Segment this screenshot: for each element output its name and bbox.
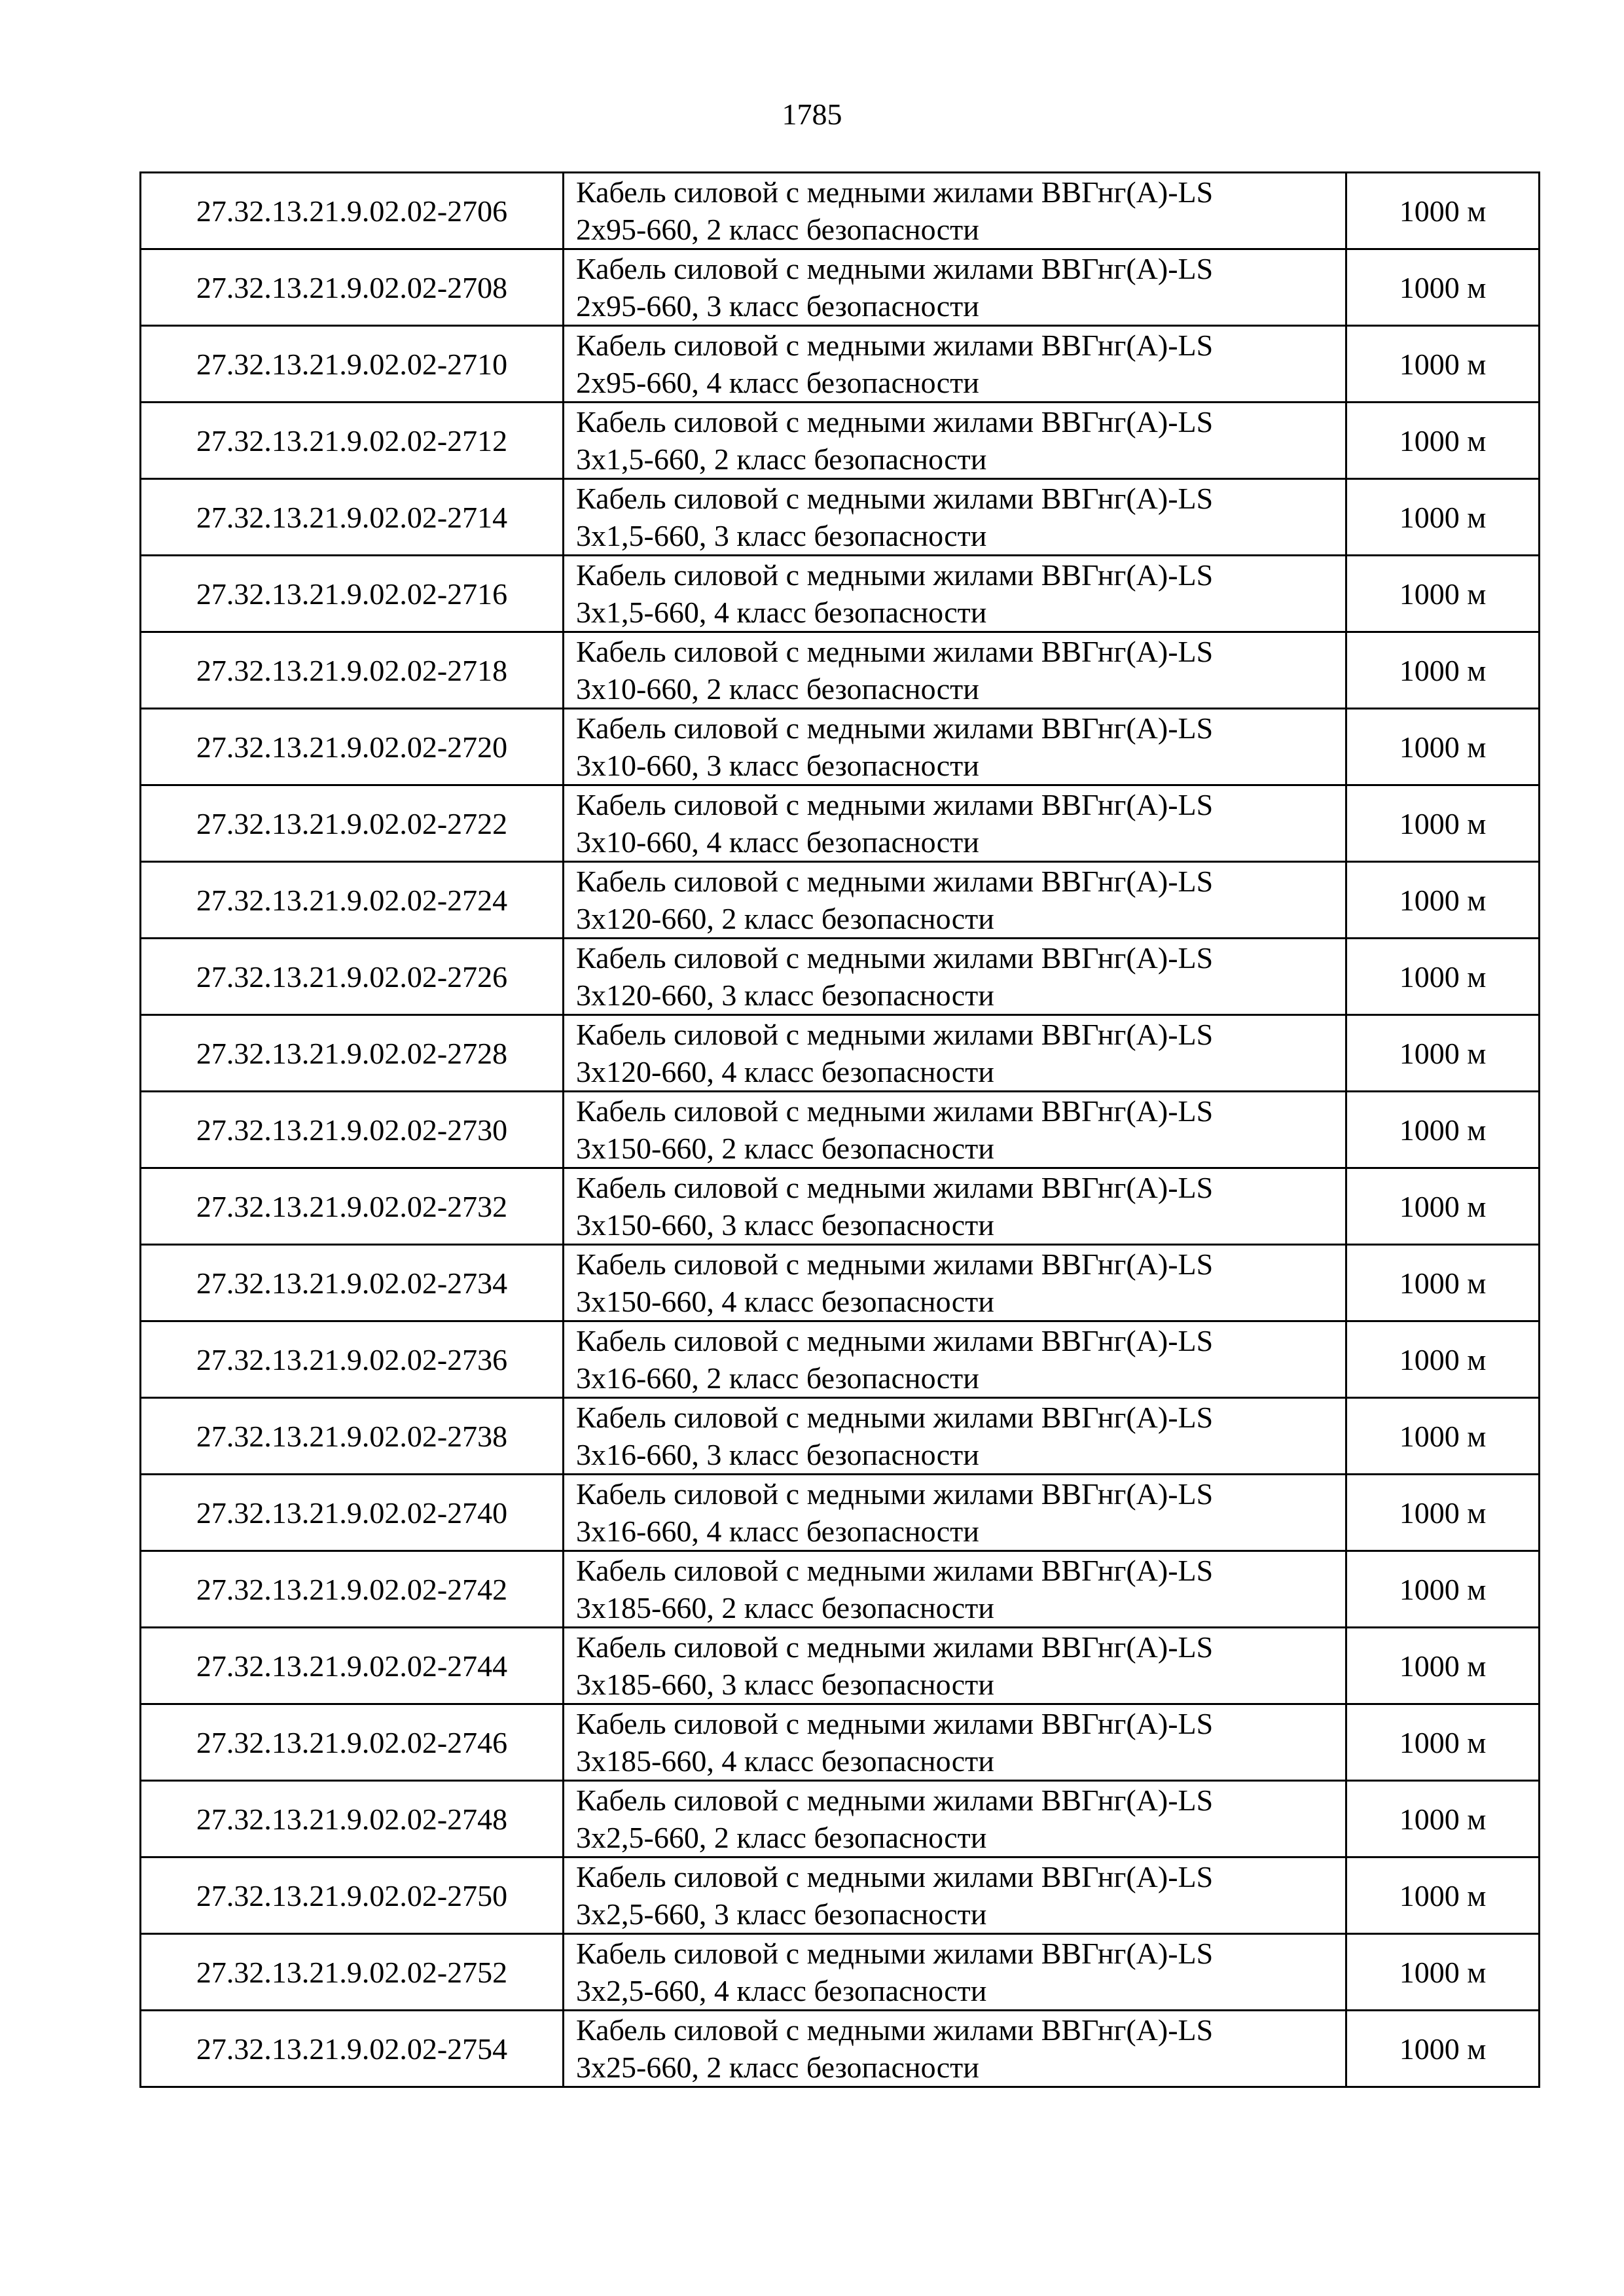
resource-code-cell: 27.32.13.21.9.02.02-2754 <box>141 2011 564 2087</box>
description-line-2: 2х95-660, 4 класс безопасности <box>576 366 979 399</box>
resource-description-cell <box>564 173 1346 249</box>
resource-description-cell <box>564 632 1346 709</box>
unit-cell: 1000 м <box>1346 1551 1540 1628</box>
table-row <box>141 1551 1540 1628</box>
description-line-1: Кабель силовой с медными жилами ВВГнг(А)-LS <box>576 175 1214 209</box>
description-line-2: 3х10-660, 2 класс безопасности <box>576 672 979 706</box>
table-row <box>141 939 1540 1015</box>
description-line-1: Кабель силовой с медными жилами ВВГнг(А)-LS <box>576 329 1214 362</box>
description-line-2: 3х185-660, 4 класс безопасности <box>576 1744 994 1778</box>
unit-cell: 1000 м <box>1346 939 1540 1015</box>
description-line-2: 3х2,5-660, 4 класс безопасности <box>576 1974 987 2007</box>
description-line-2: 3х150-660, 4 класс безопасности <box>576 1285 994 1318</box>
resource-description-cell <box>564 1628 1346 1704</box>
description-line-2: 3х16-660, 2 класс безопасности <box>576 1361 979 1395</box>
resource-code-cell: 27.32.13.21.9.02.02-2718 <box>141 632 564 709</box>
table-row <box>141 1092 1540 1168</box>
resource-description-cell <box>564 1781 1346 1857</box>
unit-cell: 1000 м <box>1346 556 1540 632</box>
resource-code-cell: 27.32.13.21.9.02.02-2752 <box>141 1934 564 2011</box>
description-line-2: 3х10-660, 4 класс безопасности <box>576 825 979 859</box>
description-line-2: 3х120-660, 4 класс безопасности <box>576 1055 994 1088</box>
resource-description-cell <box>564 709 1346 785</box>
table-row <box>141 403 1540 479</box>
resource-code-cell: 27.32.13.21.9.02.02-2734 <box>141 1245 564 1321</box>
resource-code-cell: 27.32.13.21.9.02.02-2712 <box>141 403 564 479</box>
description-line-1: Кабель силовой с медными жилами ВВГнг(А)-LS <box>576 252 1214 285</box>
unit-cell: 1000 м <box>1346 862 1540 939</box>
description-line-1: Кабель силовой с медными жилами ВВГнг(А)-LS <box>576 558 1214 592</box>
resource-code-cell: 27.32.13.21.9.02.02-2726 <box>141 939 564 1015</box>
resource-description-cell <box>564 1857 1346 1934</box>
unit-cell: 1000 м <box>1346 1857 1540 1934</box>
description-line-1: Кабель силовой с медными жилами ВВГнг(А)-LS <box>576 788 1214 821</box>
description-line-1: Кабель силовой с медными жилами ВВГнг(А)-LS <box>576 1247 1214 1281</box>
unit-cell: 1000 м <box>1346 403 1540 479</box>
cable-catalog-table <box>139 171 1540 2088</box>
description-line-1: Кабель силовой с медными жилами ВВГнг(А)-LS <box>576 711 1214 745</box>
unit-cell: 1000 м <box>1346 1628 1540 1704</box>
resource-code-cell: 27.32.13.21.9.02.02-2736 <box>141 1321 564 1398</box>
description-line-1: Кабель силовой с медными жилами ВВГнг(А)-LS <box>576 1171 1214 1204</box>
description-line-1: Кабель силовой с медными жилами ВВГнг(А)-LS <box>576 1860 1214 1893</box>
unit-cell: 1000 м <box>1346 1321 1540 1398</box>
resource-code-cell: 27.32.13.21.9.02.02-2714 <box>141 479 564 556</box>
table-row <box>141 1857 1540 1934</box>
table-row <box>141 556 1540 632</box>
unit-cell: 1000 м <box>1346 1245 1540 1321</box>
resource-code-cell: 27.32.13.21.9.02.02-2748 <box>141 1781 564 1857</box>
page-number: 1785 <box>782 98 842 131</box>
description-line-1: Кабель силовой с медными жилами ВВГнг(А)-LS <box>576 1094 1214 1128</box>
description-line-2: 3х1,5-660, 2 класс безопасности <box>576 442 987 476</box>
resource-code-cell: 27.32.13.21.9.02.02-2732 <box>141 1168 564 1245</box>
description-line-2: 3х185-660, 3 класс безопасности <box>576 1668 994 1701</box>
resource-description-cell <box>564 556 1346 632</box>
description-line-1: Кабель силовой с медными жилами ВВГнг(А)-LS <box>576 865 1214 898</box>
resource-code-cell: 27.32.13.21.9.02.02-2708 <box>141 249 564 326</box>
description-line-2: 3х25-660, 2 класс безопасности <box>576 2051 979 2084</box>
description-line-2: 2х95-660, 3 класс безопасности <box>576 289 979 323</box>
unit-cell: 1000 м <box>1346 1934 1540 2011</box>
unit-cell: 1000 м <box>1346 1092 1540 1168</box>
unit-cell: 1000 м <box>1346 1398 1540 1475</box>
description-line-1: Кабель силовой с медными жилами ВВГнг(А)-LS <box>576 405 1214 439</box>
resource-code-cell: 27.32.13.21.9.02.02-2724 <box>141 862 564 939</box>
unit-cell: 1000 м <box>1346 2011 1540 2087</box>
table-row <box>141 785 1540 862</box>
description-line-2: 3х1,5-660, 4 класс безопасности <box>576 596 987 629</box>
unit-cell: 1000 м <box>1346 1781 1540 1857</box>
description-line-2: 3х120-660, 3 класс безопасности <box>576 978 994 1012</box>
description-line-1: Кабель силовой с медными жилами ВВГнг(А)-LS <box>576 1018 1214 1051</box>
description-line-2: 3х2,5-660, 2 класс безопасности <box>576 1821 987 1854</box>
resource-description-cell <box>564 939 1346 1015</box>
resource-description-cell <box>564 1551 1346 1628</box>
table-row <box>141 1628 1540 1704</box>
description-line-1: Кабель силовой с медными жилами ВВГнг(А)-LS <box>576 2013 1214 2047</box>
table-row <box>141 479 1540 556</box>
description-line-1: Кабель силовой с медными жилами ВВГнг(А)-LS <box>576 1784 1214 1817</box>
description-line-2: 3х2,5-660, 3 класс безопасности <box>576 1897 987 1931</box>
table-row <box>141 326 1540 403</box>
description-line-2: 3х10-660, 3 класс безопасности <box>576 749 979 782</box>
description-line-1: Кабель силовой с медными жилами ВВГнг(А)-LS <box>576 1554 1214 1587</box>
description-line-2: 3х16-660, 4 класс безопасности <box>576 1515 979 1548</box>
resource-description-cell <box>564 249 1346 326</box>
resource-description-cell <box>564 1704 1346 1781</box>
description-line-1: Кабель силовой с медными жилами ВВГнг(А)-LS <box>576 1477 1214 1511</box>
table-row <box>141 862 1540 939</box>
table-row <box>141 709 1540 785</box>
table-row <box>141 1781 1540 1857</box>
resource-description-cell <box>564 1398 1346 1475</box>
resource-code-cell: 27.32.13.21.9.02.02-2720 <box>141 709 564 785</box>
resource-description-cell <box>564 2011 1346 2087</box>
description-line-2: 2х95-660, 2 класс безопасности <box>576 213 979 246</box>
description-line-2: 3х185-660, 2 класс безопасности <box>576 1591 994 1624</box>
resource-code-cell: 27.32.13.21.9.02.02-2716 <box>141 556 564 632</box>
description-line-1: Кабель силовой с медными жилами ВВГнг(А)-LS <box>576 635 1214 668</box>
table-row <box>141 1398 1540 1475</box>
resource-description-cell <box>564 1321 1346 1398</box>
resource-description-cell <box>564 862 1346 939</box>
resource-code-cell: 27.32.13.21.9.02.02-2710 <box>141 326 564 403</box>
resource-code-cell: 27.32.13.21.9.02.02-2728 <box>141 1015 564 1092</box>
catalog-table-body <box>141 173 1540 2087</box>
unit-cell: 1000 м <box>1346 785 1540 862</box>
description-line-1: Кабель силовой с медными жилами ВВГнг(А)-LS <box>576 1324 1214 1357</box>
unit-cell: 1000 м <box>1346 1015 1540 1092</box>
unit-cell: 1000 м <box>1346 249 1540 326</box>
table-row <box>141 1168 1540 1245</box>
resource-description-cell <box>564 326 1346 403</box>
table-row <box>141 1475 1540 1551</box>
description-line-1: Кабель силовой с медными жилами ВВГнг(А)-LS <box>576 1937 1214 1970</box>
unit-cell: 1000 м <box>1346 326 1540 403</box>
table-row <box>141 1321 1540 1398</box>
table-row <box>141 1934 1540 2011</box>
resource-description-cell <box>564 1015 1346 1092</box>
resource-description-cell <box>564 403 1346 479</box>
resource-description-cell <box>564 479 1346 556</box>
unit-cell: 1000 м <box>1346 1475 1540 1551</box>
description-line-1: Кабель силовой с медными жилами ВВГнг(А)-LS <box>576 1401 1214 1434</box>
unit-cell: 1000 м <box>1346 1168 1540 1245</box>
resource-code-cell: 27.32.13.21.9.02.02-2730 <box>141 1092 564 1168</box>
resource-description-cell <box>564 785 1346 862</box>
description-line-2: 3х1,5-660, 3 класс безопасности <box>576 519 987 552</box>
resource-code-cell: 27.32.13.21.9.02.02-2722 <box>141 785 564 862</box>
description-line-1: Кабель силовой с медными жилами ВВГнг(А)-LS <box>576 1630 1214 1664</box>
table-row <box>141 1245 1540 1321</box>
resource-code-cell: 27.32.13.21.9.02.02-2738 <box>141 1398 564 1475</box>
resource-code-cell: 27.32.13.21.9.02.02-2750 <box>141 1857 564 1934</box>
description-line-2: 3х150-660, 3 класс безопасности <box>576 1208 994 1242</box>
resource-code-cell: 27.32.13.21.9.02.02-2742 <box>141 1551 564 1628</box>
resource-code-cell: 27.32.13.21.9.02.02-2744 <box>141 1628 564 1704</box>
resource-description-cell <box>564 1934 1346 2011</box>
unit-cell: 1000 м <box>1346 479 1540 556</box>
unit-cell: 1000 м <box>1346 1704 1540 1781</box>
resource-description-cell <box>564 1092 1346 1168</box>
description-line-1: Кабель силовой с медными жилами ВВГнг(А)-LS <box>576 941 1214 975</box>
resource-description-cell <box>564 1168 1346 1245</box>
resource-code-cell: 27.32.13.21.9.02.02-2746 <box>141 1704 564 1781</box>
description-line-1: Кабель силовой с медными жилами ВВГнг(А)-LS <box>576 482 1214 515</box>
table-row <box>141 2011 1540 2087</box>
description-line-2: 3х150-660, 2 класс безопасности <box>576 1132 994 1165</box>
table-row <box>141 249 1540 326</box>
unit-cell: 1000 м <box>1346 173 1540 249</box>
resource-description-cell <box>564 1245 1346 1321</box>
unit-cell: 1000 м <box>1346 632 1540 709</box>
table-row <box>141 1015 1540 1092</box>
unit-cell: 1000 м <box>1346 709 1540 785</box>
description-line-2: 3х16-660, 3 класс безопасности <box>576 1438 979 1471</box>
resource-code-cell: 27.32.13.21.9.02.02-2706 <box>141 173 564 249</box>
table-row <box>141 173 1540 249</box>
description-line-1: Кабель силовой с медными жилами ВВГнг(А)-LS <box>576 1707 1214 1740</box>
resource-description-cell <box>564 1475 1346 1551</box>
table-row <box>141 1704 1540 1781</box>
resource-code-cell: 27.32.13.21.9.02.02-2740 <box>141 1475 564 1551</box>
table-row <box>141 632 1540 709</box>
description-line-2: 3х120-660, 2 класс безопасности <box>576 902 994 935</box>
